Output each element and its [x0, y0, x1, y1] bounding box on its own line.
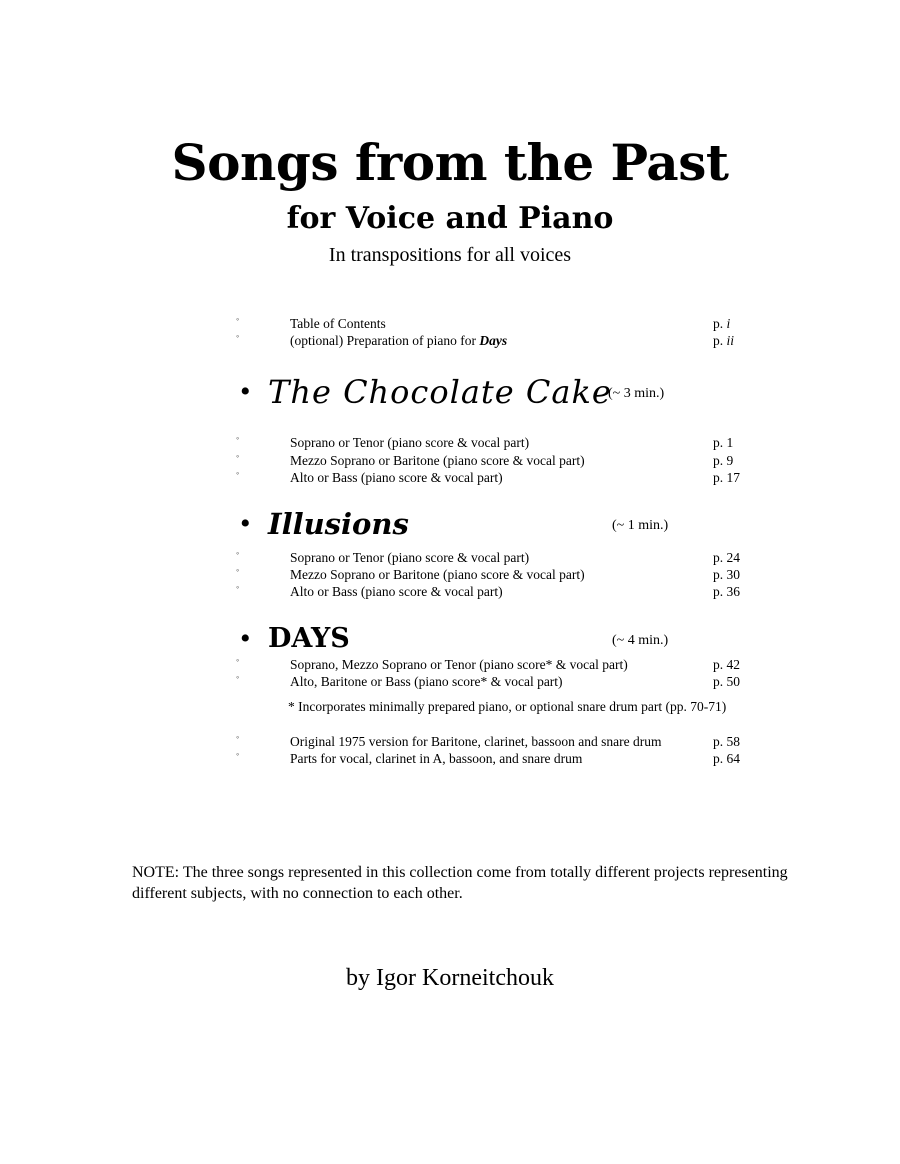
entry-page: p. 50	[713, 674, 740, 689]
toc-entry-contents	[0, 315, 900, 332]
page-subtitle: for Voice and Piano	[286, 201, 614, 236]
toc-entry	[0, 549, 900, 566]
toc-entry	[0, 452, 900, 469]
song-title: The Chocolate Cake	[268, 373, 612, 411]
entry-label: Soprano or Tenor (piano score & vocal part)	[290, 435, 530, 450]
list-marker-icon: ◦	[236, 314, 240, 324]
list-marker-icon: ◦	[236, 749, 240, 759]
entry-label: (optional) Preparation of piano for Days	[290, 333, 508, 348]
song-duration: (~ 3 min.)	[608, 386, 665, 401]
entry-page: p. 64	[713, 751, 740, 766]
list-marker-icon: ◦	[236, 451, 240, 461]
entry-label: Original 1975 version for Baritone, clarinet, bassoon and snare drum	[290, 734, 662, 749]
list-marker-icon: ◦	[236, 433, 240, 443]
list-marker-icon: ◦	[236, 548, 240, 558]
entry-label: Mezzo Soprano or Baritone (piano score & vocal part)	[290, 567, 585, 582]
toc-entry	[0, 469, 900, 486]
list-marker-icon: ◦	[236, 672, 240, 682]
toc-entry-preparation	[0, 332, 900, 349]
song-heading-chocolate-cake	[0, 368, 900, 418]
entry-label: Mezzo Soprano or Baritone (piano score & vocal part)	[290, 453, 585, 468]
entry-label: Alto or Bass (piano score & vocal part)	[290, 470, 503, 485]
collection-note: NOTE: The three songs represented in this collection come from totally different projects representing different subjects, with no connection to each other.	[132, 864, 788, 902]
toc-entry	[0, 656, 900, 673]
list-marker-icon: ◦	[236, 732, 240, 742]
toc-entry	[0, 733, 900, 750]
entry-page: p. 1	[713, 435, 734, 450]
song-heading-illusions	[0, 500, 900, 550]
toc-entry	[0, 583, 900, 600]
entry-page: p. 17	[713, 470, 740, 485]
entry-label: Soprano, Mezzo Soprano or Tenor (piano score* & vocal part)	[290, 657, 628, 672]
entry-page: p. 36	[713, 584, 740, 599]
page-title: Songs from the Past	[171, 133, 729, 192]
entry-label: Table of Contents	[290, 316, 386, 331]
entry-label: Parts for vocal, clarinet in A, bassoon, and snare drum	[290, 751, 583, 766]
list-marker-icon: ◦	[236, 655, 240, 665]
entry-page: p. i	[713, 316, 731, 331]
entry-page: p. 9	[713, 453, 734, 468]
list-marker-icon: ◦	[236, 331, 240, 341]
list-marker-icon: ◦	[236, 468, 240, 478]
bullet-icon: •	[240, 622, 251, 655]
entry-page: p. ii	[713, 333, 735, 348]
entry-page: p. 42	[713, 657, 740, 672]
bullet-icon: •	[240, 507, 251, 540]
author-credit: by Igor Korneitchouk	[346, 965, 554, 991]
song-title: Illusions	[268, 507, 409, 541]
entry-page: p. 24	[713, 550, 740, 565]
entry-label: Soprano or Tenor (piano score & vocal part)	[290, 550, 530, 565]
list-marker-icon: ◦	[236, 582, 240, 592]
song-title: DAYS	[268, 623, 350, 654]
page-tagline: In transpositions for all voices	[328, 244, 572, 266]
entry-label: Alto or Bass (piano score & vocal part)	[290, 584, 503, 599]
song-duration: (~ 1 min.)	[612, 518, 669, 533]
list-marker-icon: ◦	[236, 565, 240, 575]
toc-entry	[0, 434, 900, 451]
entry-label: Alto, Baritone or Bass (piano score* & vocal part)	[290, 674, 563, 689]
footnote: * Incorporates minimally prepared piano, or optional snare drum part (pp. 70-71)	[288, 699, 727, 714]
toc-entry	[0, 673, 900, 690]
bullet-icon: •	[240, 375, 251, 408]
entry-page: p. 58	[713, 734, 740, 749]
toc-entry	[0, 566, 900, 583]
song-duration: (~ 4 min.)	[612, 633, 669, 648]
entry-page: p. 30	[713, 567, 740, 582]
toc-entry	[0, 750, 900, 767]
